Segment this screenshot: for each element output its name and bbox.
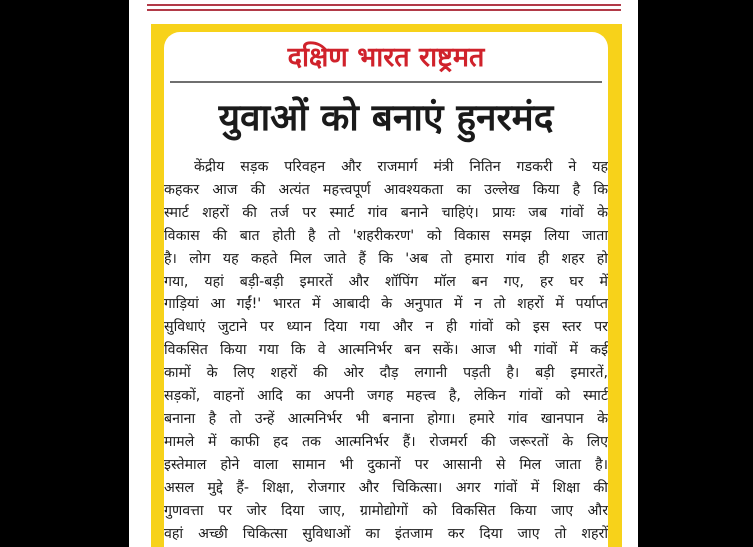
editorial-body [164,156,608,545]
body-line: है। लोग यह कहते मिल जाते हैं कि 'अब तो हमारा गांव ही शहर हो [164,250,608,267]
body-line: असल मुद्दे हैं- शिक्षा, रोजगार और चिकित्सा। अगर गांवों में शिक्षा की [164,479,608,496]
top-divider-rule [147,4,621,6]
body-line: सुविधाएं जुटाने पर ध्यान दिया गया और न ही गांवों को इस स्तर पर [164,319,608,336]
top-divider-rule [147,9,621,11]
body-line: बनाना है तो उन्हें आत्मनिर्भर भी बनाना होगा। हमारे गांव खानपान के [164,410,608,427]
body-line: गुणवत्ता पर जोर दिया जाए, ग्रामोद्योगों को विकसित किया जाए और [164,502,608,519]
body-line: कहकर आज की अत्यंत महत्त्वपूर्ण आवश्यकता का उल्लेख किया है कि [164,181,608,198]
newspaper-masthead: दक्षिण भारत राष्ट्रमत [287,42,485,73]
body-line: सड़कों, वाहनों आदि का अपनी जगह महत्त्व है, लेकिन गांवों को स्मार्ट [164,388,608,405]
body-line: कामों के लिए शहरों की ओर दौड़ लगानी पड़ती है। बड़ी इमारतें, [164,365,608,382]
body-line: इस्तेमाल होने वाला सामान भी दुकानों पर आसानी से मिल जाता है। [164,456,608,473]
body-line: गया, यहां बड़ी-बड़ी इमारतें और शॉपिंग मॉल बन गए, हर घर में [164,273,608,290]
body-line: केंद्रीय सड़क परिवहन और राजमार्ग मंत्री नितिन गडकरी ने यह [194,159,608,175]
editorial-headline: युवाओं को बनाएं हुनरमंद [218,96,554,139]
body-line: स्मार्ट शहरों की तर्ज पर स्मार्ट गांव बनाने चाहिएं। प्रायः जब गांवों के [164,204,608,221]
body-line: वहां अच्छी चिकित्सा सुविधाओं का इंतजाम कर दिया जाए तो शहरों [164,525,608,542]
editorial-panel [164,32,608,547]
body-line: विकसित किया गया कि वे आत्मनिर्भर बन सकें। आज भी गांवों में कई [164,342,608,359]
body-line: विकास की बात होती है तो 'शहरीकरण' को विकास समझ लिया जाता [164,227,608,244]
newspaper-clipping [129,0,638,547]
body-line: मामले में काफी हद तक आत्मनिर्भर हैं। रोजमर्रा की जरूरतों के लिए [164,433,608,450]
body-line: गाड़ियां आ गईं!' भारत में आबादी के अनुपात में न तो शहरों में पर्याप्त [164,296,608,313]
masthead-divider [170,81,602,83]
